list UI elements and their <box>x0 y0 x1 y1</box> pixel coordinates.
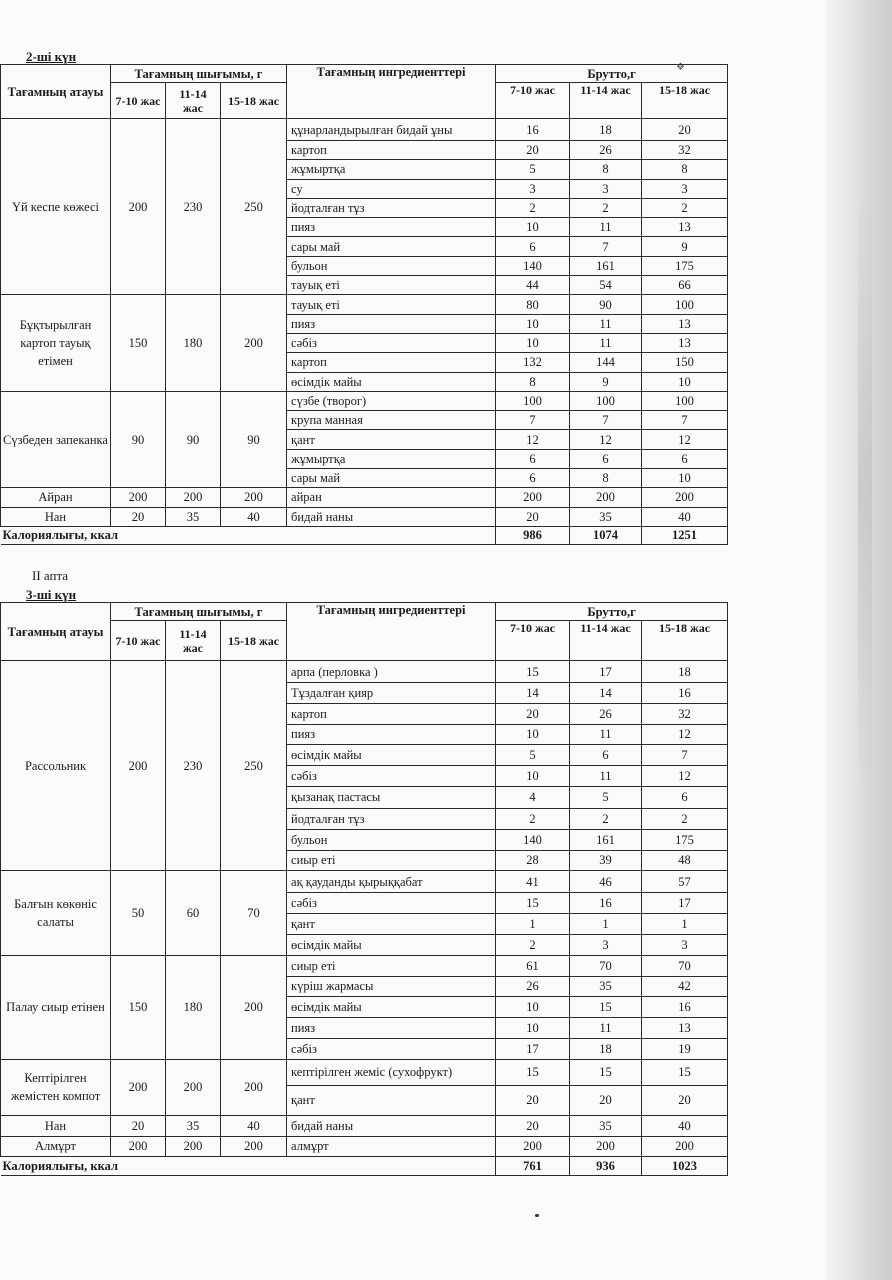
dish-yield: 90 <box>221 391 287 487</box>
brutto-value: 7 <box>642 745 728 766</box>
brutto-value: 5 <box>570 786 642 808</box>
ingredient-name: сары май <box>287 469 496 488</box>
day2-total-11-14: 1074 <box>570 526 642 544</box>
ingredient-name: пияз <box>287 724 496 745</box>
brutto-value: 48 <box>642 850 728 871</box>
dish-yield: 200 <box>166 1059 221 1115</box>
table-row <box>1 119 728 141</box>
ingredients-header: Тағамның ингредиенттері <box>287 603 496 661</box>
day2-menu-table <box>0 64 728 545</box>
brutto-value: 150 <box>642 353 728 372</box>
brutto-value: 8 <box>496 372 570 391</box>
brutto-value: 15 <box>496 1059 570 1085</box>
brutto-value: 20 <box>496 1085 570 1115</box>
brutto-value: 140 <box>496 256 570 275</box>
brutto-age-15-18: 15-18 жас <box>642 83 728 119</box>
dish-name: Бұқтырылған картоп тауық етімен <box>1 295 111 391</box>
brutto-value: 10 <box>496 333 570 352</box>
brutto-value: 66 <box>642 276 728 295</box>
brutto-value: 13 <box>642 1018 728 1039</box>
brutto-value: 15 <box>496 893 570 914</box>
brutto-value: 11 <box>570 314 642 333</box>
brutto-age-11-14: 11-14 жас <box>570 83 642 119</box>
brutto-value: 6 <box>496 449 570 468</box>
brutto-value: 3 <box>496 179 570 198</box>
table-row <box>1 507 728 526</box>
dish-yield: 200 <box>166 1136 221 1157</box>
day2-total-7-10: 986 <box>496 526 570 544</box>
brutto-value: 18 <box>570 1038 642 1059</box>
ingredient-name: сиыр еті <box>287 850 496 871</box>
brutto-value: 14 <box>496 683 570 704</box>
brutto-value: 17 <box>642 893 728 914</box>
brutto-value: 16 <box>570 893 642 914</box>
brutto-value: 161 <box>570 829 642 850</box>
brutto-value: 2 <box>642 198 728 217</box>
ingredient-name: Тұздалған қияр <box>287 683 496 704</box>
brutto-value: 12 <box>496 430 570 449</box>
brutto-value: 19 <box>642 1038 728 1059</box>
ingredient-name: тауық еті <box>287 295 496 314</box>
brutto-value: 32 <box>642 703 728 724</box>
ingredient-name: бидай наны <box>287 1115 496 1136</box>
table-row <box>1 871 728 893</box>
brutto-value: 100 <box>642 391 728 410</box>
brutto-value: 20 <box>496 1115 570 1136</box>
brutto-value: 26 <box>570 703 642 724</box>
brutto-value: 3 <box>642 179 728 198</box>
dish-header: Тағамның атауы <box>1 65 111 119</box>
brutto-value: 35 <box>570 1115 642 1136</box>
dish-yield: 90 <box>111 391 166 487</box>
dish-yield: 180 <box>166 295 221 391</box>
dish-name: Рассольник <box>1 661 111 871</box>
brutto-value: 6 <box>642 786 728 808</box>
dish-yield: 200 <box>221 1136 287 1157</box>
ingredient-name: сары май <box>287 237 496 256</box>
table-row <box>1 295 728 314</box>
ingredient-name: кептірілген жеміс (сухофрукт) <box>287 1059 496 1085</box>
brutto-value: 5 <box>496 745 570 766</box>
brutto-value: 132 <box>496 353 570 372</box>
ingredient-name: бульон <box>287 829 496 850</box>
brutto-value: 3 <box>570 179 642 198</box>
brutto-value: 200 <box>570 1136 642 1157</box>
ingredient-name: алмұрт <box>287 1136 496 1157</box>
day3-label: 3-ші күн <box>26 587 77 602</box>
table-row <box>1 1115 728 1136</box>
brutto-value: 13 <box>642 333 728 352</box>
ingredient-name: өсімдік майы <box>287 997 496 1018</box>
brutto-value: 17 <box>496 1038 570 1059</box>
brutto-value: 5 <box>496 160 570 179</box>
dish-yield: 90 <box>166 391 221 487</box>
output-age-7-10: 7-10 жас <box>111 83 166 119</box>
ingredient-name: крупа манная <box>287 411 496 430</box>
ingredient-name: қызанақ пастасы <box>287 786 496 808</box>
ingredient-name: қант <box>287 914 496 935</box>
ingredient-name: сәбіз <box>287 333 496 352</box>
ingredient-name: қант <box>287 430 496 449</box>
brutto-value: 1 <box>496 914 570 935</box>
dish-name: Сүзбеден запеканка <box>1 391 111 487</box>
brutto-value: 6 <box>496 237 570 256</box>
table-row <box>1 391 728 410</box>
ingredient-name: сәбіз <box>287 766 496 787</box>
ingredient-name: күріш жармасы <box>287 976 496 997</box>
brutto-value: 40 <box>642 1115 728 1136</box>
brutto-value: 8 <box>570 160 642 179</box>
brutto-value: 175 <box>642 829 728 850</box>
brutto-value: 18 <box>570 119 642 141</box>
brutto-value: 10 <box>642 372 728 391</box>
brutto-value: 3 <box>642 934 728 955</box>
ingredient-name: арпа (перловка ) <box>287 661 496 683</box>
brutto-value: 41 <box>496 871 570 893</box>
brutto-value: 8 <box>570 469 642 488</box>
brutto-value: 200 <box>496 1136 570 1157</box>
dish-name: Нан <box>1 1115 111 1136</box>
brutto-value: 11 <box>570 218 642 237</box>
output-age-11-14: 11-14 жас <box>166 621 221 661</box>
table-row <box>1 1136 728 1157</box>
ingredient-name: құнарландырылған бидай ұны <box>287 119 496 141</box>
brutto-value: 161 <box>570 256 642 275</box>
brutto-value: 15 <box>642 1059 728 1085</box>
brutto-value: 12 <box>642 724 728 745</box>
dish-name: Кептірілген жемістен компот <box>1 1059 111 1115</box>
dish-yield: 70 <box>221 871 287 955</box>
ingredient-name: айран <box>287 488 496 507</box>
brutto-value: 15 <box>496 661 570 683</box>
dish-yield: 60 <box>166 871 221 955</box>
brutto-value: 11 <box>570 333 642 352</box>
ingredient-name: өсімдік майы <box>287 934 496 955</box>
brutto-value: 35 <box>570 976 642 997</box>
day2-total-15-18: 1251 <box>642 526 728 544</box>
brutto-value: 40 <box>642 507 728 526</box>
dish-name: Үй кеспе көжесі <box>1 119 111 295</box>
brutto-value: 175 <box>642 256 728 275</box>
brutto-value: 20 <box>642 1085 728 1115</box>
dish-yield: 230 <box>166 119 221 295</box>
dish-yield: 35 <box>166 1115 221 1136</box>
dish-yield: 40 <box>221 1115 287 1136</box>
ingredient-name: сәбіз <box>287 893 496 914</box>
brutto-value: 200 <box>642 1136 728 1157</box>
ingredient-name: су <box>287 179 496 198</box>
output-age-11-14: 11-14 жас <box>166 83 221 119</box>
brutto-value: 28 <box>496 850 570 871</box>
table-row <box>1 488 728 507</box>
ingredient-name: йодталған тұз <box>287 808 496 829</box>
ingredient-name: қант <box>287 1085 496 1115</box>
ingredient-name: сәбіз <box>287 1038 496 1059</box>
brutto-value: 144 <box>570 353 642 372</box>
brutto-age-15-18: 15-18 жас <box>642 621 728 661</box>
brutto-value: 12 <box>642 766 728 787</box>
brutto-value: 70 <box>642 955 728 976</box>
brutto-value: 10 <box>496 724 570 745</box>
brutto-value: 20 <box>642 119 728 141</box>
day2-total-label: Калориялығы, ккал <box>1 526 496 544</box>
brutto-value: 100 <box>570 391 642 410</box>
brutto-value: 16 <box>496 119 570 141</box>
day3-menu-table <box>0 602 728 1176</box>
ingredient-name: картоп <box>287 353 496 372</box>
ingredient-name: өсімдік майы <box>287 372 496 391</box>
dish-name: Алмұрт <box>1 1136 111 1157</box>
brutto-value: 2 <box>496 934 570 955</box>
brutto-value: 35 <box>570 507 642 526</box>
brutto-value: 26 <box>570 141 642 160</box>
brutto-value: 200 <box>496 488 570 507</box>
dish-yield: 20 <box>111 507 166 526</box>
dish-name: Палау сиыр етінен <box>1 955 111 1059</box>
dish-yield: 50 <box>111 871 166 955</box>
brutto-value: 7 <box>642 411 728 430</box>
brutto-value: 100 <box>642 295 728 314</box>
brutto-value: 2 <box>642 808 728 829</box>
brutto-value: 26 <box>496 976 570 997</box>
brutto-value: 54 <box>570 276 642 295</box>
dish-yield: 250 <box>221 119 287 295</box>
brutto-value: 2 <box>570 808 642 829</box>
output-age-15-18: 15-18 жас <box>221 83 287 119</box>
brutto-value: 6 <box>570 449 642 468</box>
brutto-value: 20 <box>496 141 570 160</box>
dish-yield: 150 <box>111 955 166 1059</box>
brutto-value: 15 <box>570 997 642 1018</box>
brutto-header: Брутто,г <box>496 603 728 621</box>
dish-yield: 200 <box>111 1059 166 1115</box>
ingredient-name: өсімдік майы <box>287 745 496 766</box>
ingredient-name: сиыр еті <box>287 955 496 976</box>
brutto-value: 70 <box>570 955 642 976</box>
dish-yield: 35 <box>166 507 221 526</box>
brutto-value: 1 <box>642 914 728 935</box>
ingredient-name: йодталған тұз <box>287 198 496 217</box>
dish-name: Айран <box>1 488 111 507</box>
brutto-value: 46 <box>570 871 642 893</box>
brutto-value: 6 <box>642 449 728 468</box>
brutto-value: 13 <box>642 218 728 237</box>
day3-total-15-18: 1023 <box>642 1157 728 1176</box>
day2-label: 2-ші күн <box>26 49 77 64</box>
page-edge-highlight <box>858 180 872 800</box>
brutto-value: 42 <box>642 976 728 997</box>
brutto-value: 57 <box>642 871 728 893</box>
output-header: Тағамның шығымы, г <box>111 603 287 621</box>
table-row <box>1 661 728 683</box>
brutto-header: Брутто,г <box>496 65 728 83</box>
brutto-age-11-14: 11-14 жас <box>570 621 642 661</box>
brutto-value: 10 <box>496 997 570 1018</box>
output-header: Тағамның шығымы, г <box>111 65 287 83</box>
brutto-value: 4 <box>496 786 570 808</box>
day2-body <box>1 119 728 527</box>
brutto-age-7-10: 7-10 жас <box>496 621 570 661</box>
brutto-value: 10 <box>496 218 570 237</box>
dish-name: Балғын көкөніс салаты <box>1 871 111 955</box>
brutto-value: 2 <box>570 198 642 217</box>
brutto-value: 20 <box>570 1085 642 1115</box>
brutto-value: 12 <box>642 430 728 449</box>
week-label: II апта <box>32 568 69 583</box>
brutto-value: 90 <box>570 295 642 314</box>
dish-header: Тағамның атауы <box>1 603 111 661</box>
ingredient-name: картоп <box>287 703 496 724</box>
ingredient-name: пияз <box>287 314 496 333</box>
ingredient-name: жұмыртқа <box>287 449 496 468</box>
dish-yield: 230 <box>166 661 221 871</box>
brutto-value: 61 <box>496 955 570 976</box>
dish-yield: 180 <box>166 955 221 1059</box>
brutto-value: 6 <box>570 745 642 766</box>
brutto-value: 200 <box>642 488 728 507</box>
brutto-value: 6 <box>496 469 570 488</box>
brutto-value: 16 <box>642 683 728 704</box>
dish-yield: 250 <box>221 661 287 871</box>
brutto-value: 20 <box>496 507 570 526</box>
brutto-value: 18 <box>642 661 728 683</box>
ingredient-name: картоп <box>287 141 496 160</box>
dish-yield: 200 <box>111 119 166 295</box>
brutto-value: 7 <box>570 237 642 256</box>
brutto-value: 10 <box>496 1018 570 1039</box>
brutto-value: 10 <box>642 469 728 488</box>
dish-yield: 200 <box>221 488 287 507</box>
dish-yield: 200 <box>166 488 221 507</box>
ingredient-name: сүзбе (творог) <box>287 391 496 410</box>
brutto-value: 20 <box>496 703 570 724</box>
brutto-value: 10 <box>496 314 570 333</box>
ingredient-name: пияз <box>287 1018 496 1039</box>
dish-yield: 200 <box>221 1059 287 1115</box>
table-row <box>1 955 728 976</box>
day3-total-7-10: 761 <box>496 1157 570 1176</box>
header-mark: ❖ <box>676 62 685 73</box>
brutto-value: 9 <box>570 372 642 391</box>
brutto-value: 7 <box>570 411 642 430</box>
brutto-value: 100 <box>496 391 570 410</box>
output-age-7-10: 7-10 жас <box>111 621 166 661</box>
brutto-value: 16 <box>642 997 728 1018</box>
dish-yield: 200 <box>221 295 287 391</box>
brutto-value: 39 <box>570 850 642 871</box>
day3-total-11-14: 936 <box>570 1157 642 1176</box>
brutto-value: 11 <box>570 766 642 787</box>
ingredient-name: тауық еті <box>287 276 496 295</box>
dish-name: Нан <box>1 507 111 526</box>
ingredient-name: пияз <box>287 218 496 237</box>
ingredients-header: Тағамның ингредиенттері <box>287 65 496 119</box>
brutto-value: 9 <box>642 237 728 256</box>
output-age-15-18: 15-18 жас <box>221 621 287 661</box>
dish-yield: 200 <box>221 955 287 1059</box>
brutto-value: 80 <box>496 295 570 314</box>
brutto-value: 17 <box>570 661 642 683</box>
ingredient-name: бульон <box>287 256 496 275</box>
brutto-value: 3 <box>570 934 642 955</box>
dish-yield: 150 <box>111 295 166 391</box>
table-row <box>1 1059 728 1085</box>
brutto-value: 15 <box>570 1059 642 1085</box>
ingredient-name: жұмыртқа <box>287 160 496 179</box>
brutto-value: 13 <box>642 314 728 333</box>
ingredient-name: бидай наны <box>287 507 496 526</box>
brutto-value: 14 <box>570 683 642 704</box>
brutto-value: 44 <box>496 276 570 295</box>
brutto-value: 12 <box>570 430 642 449</box>
brutto-value: 2 <box>496 808 570 829</box>
scan-speck <box>535 1214 539 1217</box>
brutto-value: 11 <box>570 724 642 745</box>
brutto-value: 32 <box>642 141 728 160</box>
ingredient-name: ақ қауданды қырыққабат <box>287 871 496 893</box>
brutto-value: 140 <box>496 829 570 850</box>
brutto-value: 8 <box>642 160 728 179</box>
dish-yield: 40 <box>221 507 287 526</box>
dish-yield: 200 <box>111 1136 166 1157</box>
dish-yield: 200 <box>111 488 166 507</box>
brutto-value: 2 <box>496 198 570 217</box>
brutto-value: 200 <box>570 488 642 507</box>
brutto-age-7-10: 7-10 жас <box>496 83 570 119</box>
dish-yield: 20 <box>111 1115 166 1136</box>
day3-total-label: Калориялығы, ккал <box>1 1157 496 1176</box>
brutto-value: 10 <box>496 766 570 787</box>
dish-yield: 200 <box>111 661 166 871</box>
brutto-value: 11 <box>570 1018 642 1039</box>
brutto-value: 7 <box>496 411 570 430</box>
brutto-value: 1 <box>570 914 642 935</box>
day3-body <box>1 661 728 1157</box>
